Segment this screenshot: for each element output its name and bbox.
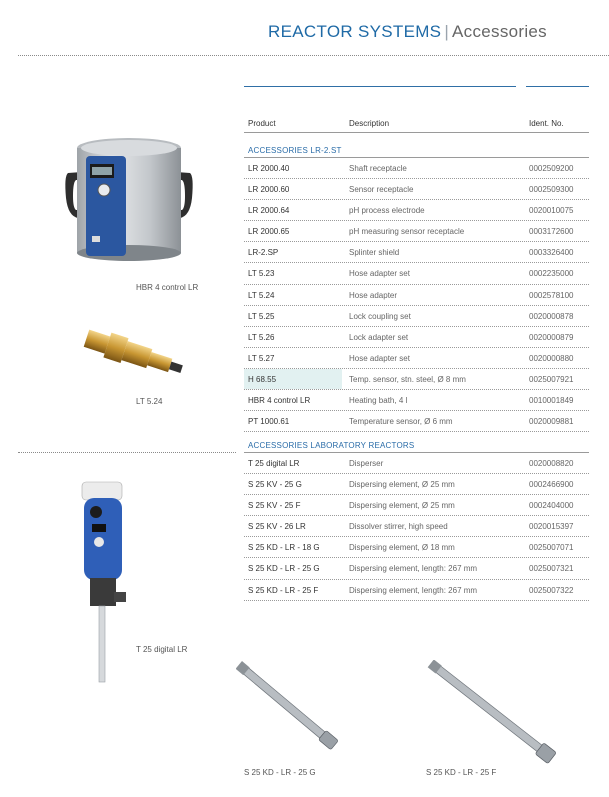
product-cell: S 25 KV - 25 F xyxy=(248,501,301,511)
ident-number-cell: 0020009881 xyxy=(529,417,574,427)
ident-number-cell: 0003172600 xyxy=(529,227,574,237)
dispersing-element-25f-image xyxy=(418,660,568,765)
product-cell: S 25 KD - LR - 25 G xyxy=(248,564,320,574)
product-cell: S 25 KD - LR - 25 F xyxy=(248,585,319,595)
heating-bath-image xyxy=(64,128,194,273)
ident-number-cell: 0020000879 xyxy=(529,332,574,342)
column-header-product: Product xyxy=(248,119,276,128)
table-row xyxy=(244,558,589,579)
description-cell: Hose adapter set xyxy=(349,269,410,279)
accessories-lab-reactors-table xyxy=(244,453,589,601)
disperser-image xyxy=(76,480,136,685)
section-title-lr2st: ACCESSORIES LR-2.ST xyxy=(248,146,342,155)
ident-number-cell: 0025007921 xyxy=(529,374,574,384)
table-row xyxy=(244,348,589,369)
section-dotted-divider xyxy=(18,452,236,453)
description-cell: Dispersing element, length: 267 mm xyxy=(349,564,478,574)
product-cell: LR 2000.60 xyxy=(248,185,290,195)
description-cell: Dispersing element, length: 267 mm xyxy=(349,585,478,595)
description-cell: Hose adapter xyxy=(349,290,398,300)
ident-number-cell: 0020000878 xyxy=(529,311,574,321)
ident-number-cell: 0020015397 xyxy=(529,522,574,532)
table-row xyxy=(244,537,589,558)
description-cell: Sensor receptacle xyxy=(349,185,414,195)
description-cell: Lock coupling set xyxy=(349,311,411,321)
caption-dispersing-element-25g: S 25 KD - LR - 25 G xyxy=(244,768,316,777)
description-cell: Heating bath, 4 l xyxy=(349,396,408,406)
title-main: REACTOR SYSTEMS xyxy=(268,22,442,41)
description-cell: Hose adapter set xyxy=(349,353,410,363)
product-cell: LT 5.25 xyxy=(248,311,275,321)
ident-number-cell: 0002578100 xyxy=(529,290,574,300)
table-row xyxy=(244,285,589,306)
table-header-rule xyxy=(244,132,589,133)
product-cell: PT 1000.61 xyxy=(248,417,290,427)
ident-number-cell: 0002509300 xyxy=(529,185,574,195)
section-title-lab-reactors: ACCESSORIES LABORATORY REACTORS xyxy=(248,441,415,450)
table-row xyxy=(244,390,589,411)
description-cell: Disperser xyxy=(349,459,384,468)
description-cell: pH process electrode xyxy=(349,206,425,216)
ident-number-cell: 0020000880 xyxy=(529,353,574,363)
table-row xyxy=(244,263,589,284)
ident-number-cell: 0025007321 xyxy=(529,564,574,574)
description-cell: Dissolver stirrer, high speed xyxy=(349,522,448,532)
ident-number-cell: 0002466900 xyxy=(529,480,574,490)
product-cell: LT 5.23 xyxy=(248,269,275,279)
description-cell: Temperature sensor, Ø 6 mm xyxy=(349,417,453,427)
ident-number-cell: 0020008820 xyxy=(529,459,574,468)
description-cell: Shaft receptacle xyxy=(349,164,407,173)
table-row xyxy=(244,306,589,327)
product-cell: LT 5.24 xyxy=(248,290,275,300)
product-cell: LR-2.SP xyxy=(248,248,279,258)
dispersing-element-25g-image xyxy=(236,660,346,760)
hose-adapter-image xyxy=(80,325,190,383)
description-cell: Temp. sensor, stn. steel, Ø 8 mm xyxy=(349,374,466,384)
ident-number-cell: 0002235000 xyxy=(529,269,574,279)
description-cell: Dispersing element, Ø 25 mm xyxy=(349,501,455,511)
ident-number-cell: 0010001849 xyxy=(529,396,574,406)
product-cell: S 25 KV - 26 LR xyxy=(248,522,306,532)
column-rule-left xyxy=(244,86,516,87)
table-row xyxy=(244,221,589,242)
ident-number-cell: 0002404000 xyxy=(529,501,574,511)
table-row xyxy=(244,369,589,390)
table-row xyxy=(244,495,589,516)
ident-number-cell: 0025007322 xyxy=(529,585,574,595)
caption-dispersing-element-25f: S 25 KD - LR - 25 F xyxy=(426,768,497,777)
description-cell: pH measuring sensor receptacle xyxy=(349,227,465,237)
table-row xyxy=(244,158,589,179)
table-row xyxy=(244,453,589,474)
caption-hose-adapter: LT 5.24 xyxy=(136,397,163,406)
product-cell: LR 2000.40 xyxy=(248,164,290,173)
product-cell: HBR 4 control LR xyxy=(248,396,311,406)
product-cell: S 25 KV - 25 G xyxy=(248,480,302,490)
description-cell: Dispersing element, Ø 18 mm xyxy=(349,543,455,553)
product-cell: LT 5.27 xyxy=(248,353,275,363)
ident-number-cell: 0003326400 xyxy=(529,248,574,258)
product-cell: T 25 digital LR xyxy=(248,459,300,468)
table-row xyxy=(244,179,589,200)
column-rule-right xyxy=(526,86,589,87)
title-sub: Accessories xyxy=(452,22,547,41)
accessories-lr2st-table xyxy=(244,158,589,432)
ident-number-cell: 0025007071 xyxy=(529,543,574,553)
table-row xyxy=(244,327,589,348)
caption-heating-bath: HBR 4 control LR xyxy=(136,283,199,292)
table-row xyxy=(244,411,589,432)
product-cell: H 68.55 xyxy=(248,374,277,384)
table-row xyxy=(244,474,589,495)
column-header-description: Description xyxy=(349,119,390,128)
header-dotted-divider xyxy=(18,55,609,56)
product-cell: LT 5.26 xyxy=(248,332,275,342)
title-separator: | xyxy=(444,22,450,41)
table-row xyxy=(244,516,589,537)
page-title xyxy=(268,22,547,42)
table-row xyxy=(244,200,589,221)
product-cell: S 25 KD - LR - 18 G xyxy=(248,543,320,553)
description-cell: Splinter shield xyxy=(349,248,400,258)
product-cell: LR 2000.64 xyxy=(248,206,290,216)
ident-number-cell: 0002509200 xyxy=(529,164,574,173)
product-cell: LR 2000.65 xyxy=(248,227,290,237)
caption-disperser: T 25 digital LR xyxy=(136,645,188,654)
table-row xyxy=(244,242,589,263)
table-row xyxy=(244,580,589,601)
column-header-ident: Ident. No. xyxy=(529,119,564,128)
ident-number-cell: 0020010075 xyxy=(529,206,574,216)
description-cell: Dispersing element, Ø 25 mm xyxy=(349,480,455,490)
description-cell: Lock adapter set xyxy=(349,332,409,342)
